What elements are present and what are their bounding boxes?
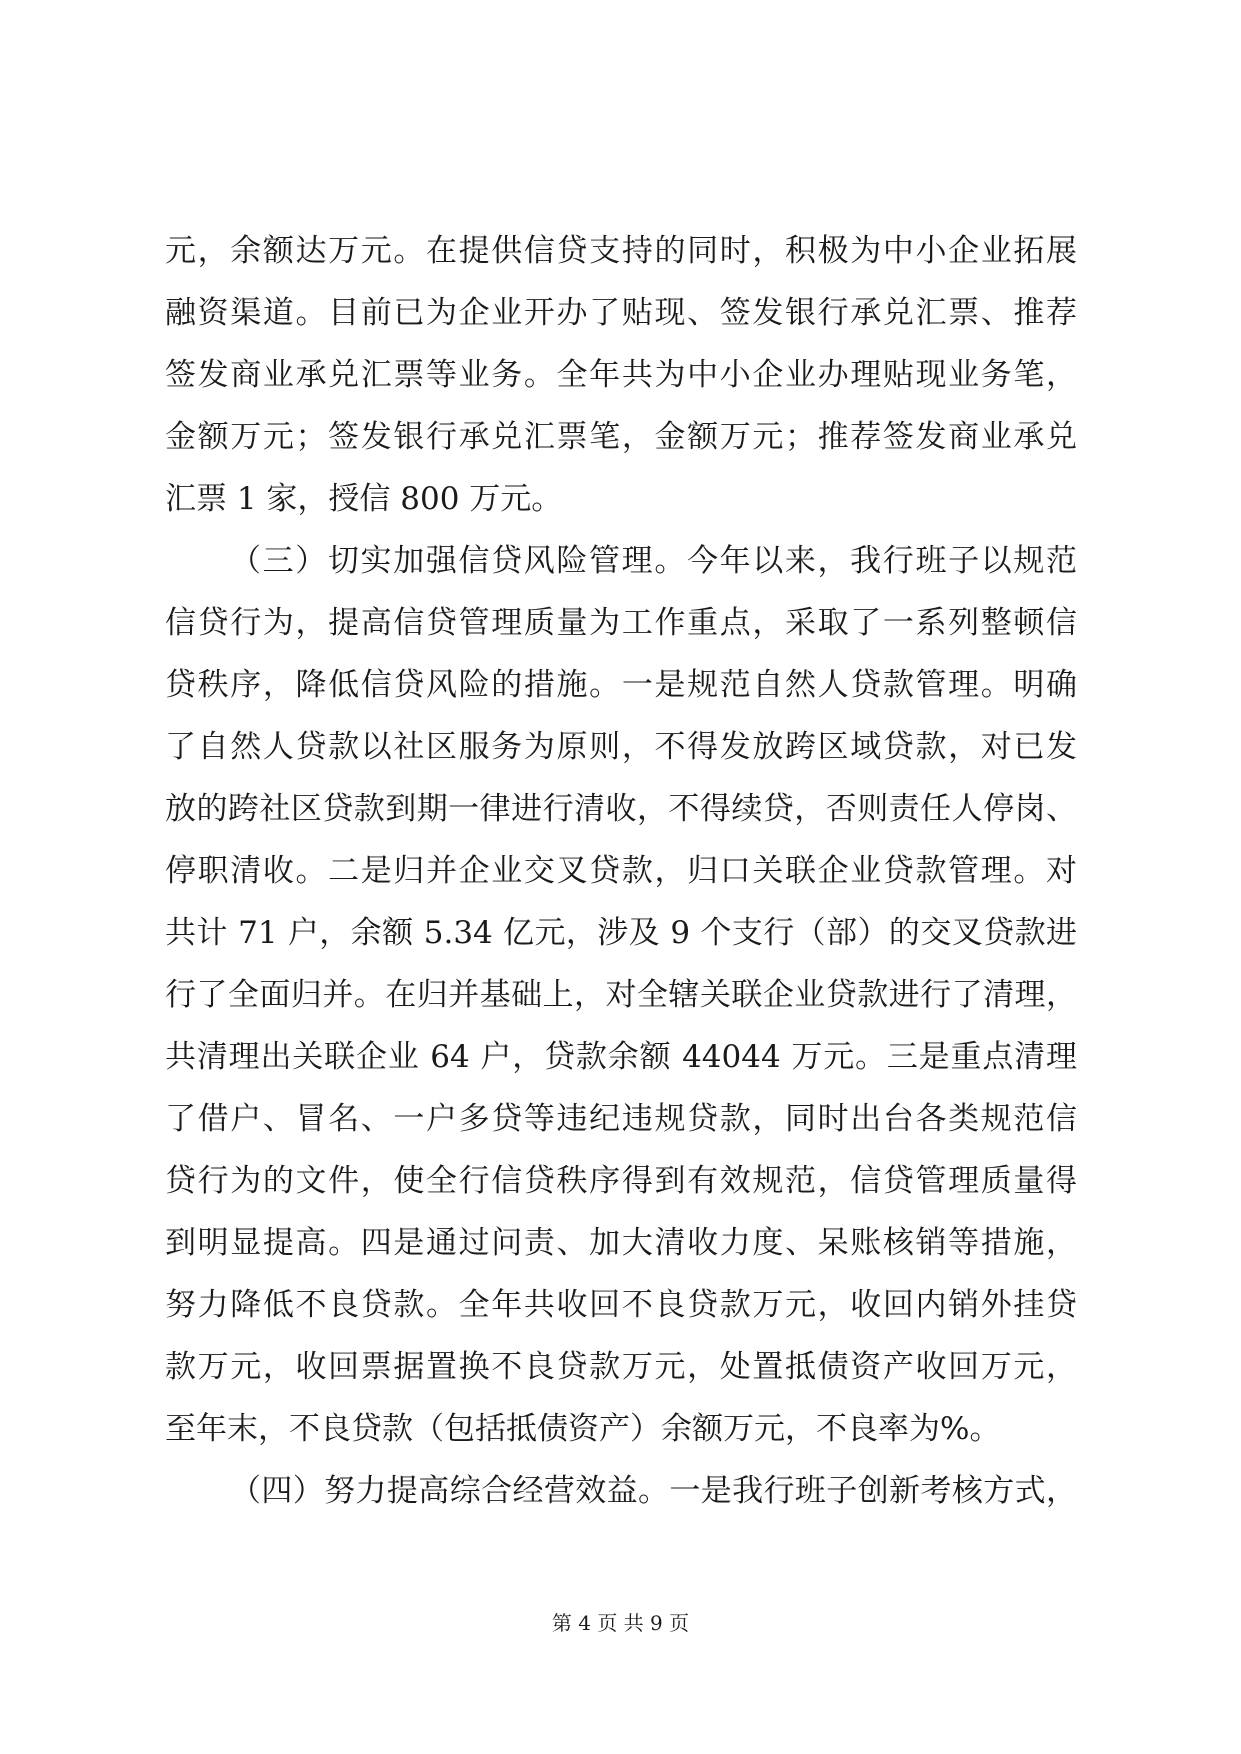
- text-line: 放的跨社区贷款到期一律进行清收，不得续贷，否则责任人停岗、: [165, 791, 1077, 827]
- text-line: 了借户、冒名、一户多贷等违纪违规贷款，同时出台各类规范信: [165, 1101, 1077, 1137]
- text-line: 努力降低不良贷款。全年共收回不良贷款万元，收回内销外挂贷: [165, 1287, 1077, 1323]
- text-line: 信贷行为，提高信贷管理质量为工作重点，采取了一系列整顿信: [165, 605, 1077, 641]
- text-line: 行了全面归并。在归并基础上，对全辖关联企业贷款进行了清理，: [165, 977, 1077, 1013]
- text-line: 共清理出关联企业 64 户，贷款余额 44044 万元。三是重点清理: [165, 1039, 1077, 1075]
- page-number-footer: 第 4 页 共 9 页: [551, 1611, 690, 1635]
- text-line: 签发商业承兑汇票等业务。全年共为中小企业办理贴现业务笔，: [165, 357, 1077, 393]
- text-line: 汇票 1 家，授信 800 万元。: [165, 481, 563, 517]
- text-line: 贷行为的文件，使全行信贷秩序得到有效规范，信贷管理质量得: [165, 1163, 1077, 1199]
- text-line: 融资渠道。目前已为企业开办了贴现、签发银行承兑汇票、推荐: [165, 295, 1077, 331]
- text-line: 款万元，收回票据置换不良贷款万元，处置抵债资产收回万元，: [165, 1349, 1077, 1385]
- text-line: 元，余额达万元。在提供信贷支持的同时，积极为中小企业拓展: [165, 233, 1077, 269]
- text-line: 至年末，不良贷款（包括抵债资产）余额万元，不良率为%。: [165, 1411, 1001, 1447]
- text-line: 金额万元；签发银行承兑汇票笔，金额万元；推荐签发商业承兑: [165, 419, 1077, 455]
- text-line: 停职清收。二是归并企业交叉贷款，归口关联企业贷款管理。对: [165, 853, 1077, 889]
- section-heading-line: （三）切实加强信贷风险管理。今年以来，我行班子以规范: [230, 543, 1077, 579]
- text-line: 共计 71 户，余额 5.34 亿元，涉及 9 个支行（部）的交叉贷款进: [165, 915, 1077, 951]
- text-line: 了自然人贷款以社区服务为原则，不得发放跨区域贷款，对已发: [165, 729, 1077, 765]
- text-line: 到明显提高。四是通过问责、加大清收力度、呆账核销等措施，: [165, 1225, 1077, 1261]
- text-line: 贷秩序，降低信贷风险的措施。一是规范自然人贷款管理。明确: [165, 667, 1077, 703]
- section-heading-line: （四）努力提高综合经营效益。一是我行班子创新考核方式，: [230, 1473, 1077, 1509]
